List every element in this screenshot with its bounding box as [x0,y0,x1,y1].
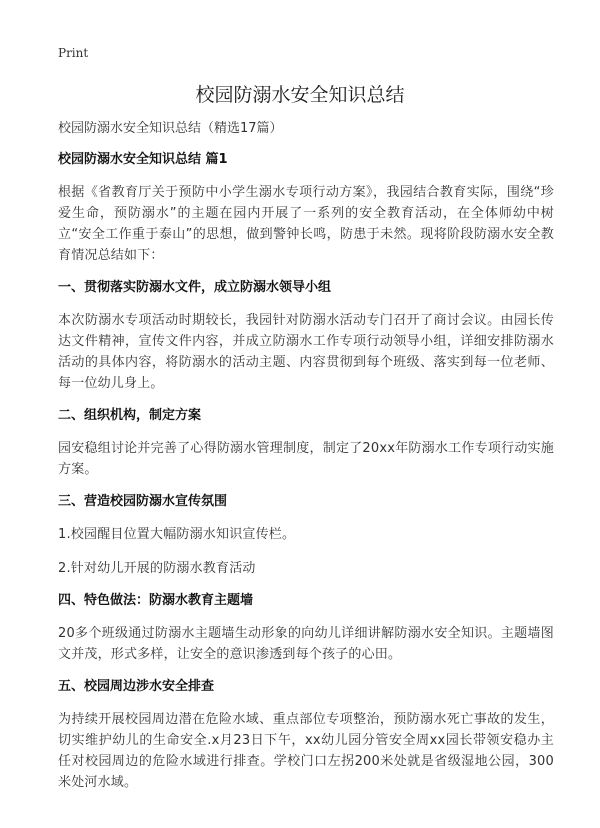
section-heading-4: 四、特色做法：防溺水教育主题墙 [58,593,254,608]
section-heading-2: 二、组织机构，制定方案 [58,408,202,423]
document-body [58,120,554,806]
section-3-item-2: 2.针对幼儿开展的防溺水教育活动 [58,561,256,576]
article-heading: 校园防溺水安全知识总结 篇1 [58,152,228,167]
document-subtitle: 校园防溺水安全知识总结（精选17篇） [58,121,283,136]
section-heading-5: 五、校园周边涉水安全排查 [58,679,215,694]
section-5-paragraph: 为持续开展校园周边潜在危险水域、重点部位专项整治，预防溺水死亡事故的发生，切实维护幼儿的生命安全.x月23日下午，xx幼儿园分管安全周xx园长带领安稳办主任对校园周边的危险水域进行排查。学校门口左拐200米处就是省级湿地公园，300米处河水域。 [58,712,554,790]
section-2-paragraph: 园安稳组讨论并完善了心得防溺水管理制度，制定了20xx年防溺水工作专项行动实施方案。 [58,441,554,477]
page-title: 校园防溺水安全知识总结 [195,84,405,106]
section-heading-3: 三、营造校园防溺水宣传氛围 [58,494,228,509]
intro-paragraph: 根据《省教育厅关于预防中小学生溺水专项行动方案》，我园结合教育实际，围绕“珍爱生命，预防溺水”的主题在园内开展了一系列的安全教育活动，在全体师幼中树立“安全工作重于泰山”的思想，做到警钟长鸣，防患于未然。现将阶段防溺水安全教育情况总结如下： [58,185,554,263]
section-3-item-1: 1.校园醒目位置大幅防溺水知识宣传栏。 [58,527,296,542]
section-4-paragraph: 20多个班级通过防溺水主题墙生动形象的向幼儿详细讲解防溺水安全知识。主题墙图文并茂，形式多样，让安全的意识渗透到每个孩子的心田。 [58,626,554,662]
section-heading-1: 一、贯彻落实防溺水文件，成立防溺水领导小组 [58,280,332,295]
section-1-paragraph: 本次防溺水专项活动时期较长，我园针对防溺水活动专门召开了商讨会议。由园长传达文件精神，宣传文件内容，并成立防溺水工作专项行动领导小组，详细安排防溺水活动的具体内容，将防溺水的活动主题、内容贯彻到每个班级、落实到每一位老师、每一位幼儿身上。 [58,313,554,391]
print-link[interactable]: Print [58,46,89,60]
